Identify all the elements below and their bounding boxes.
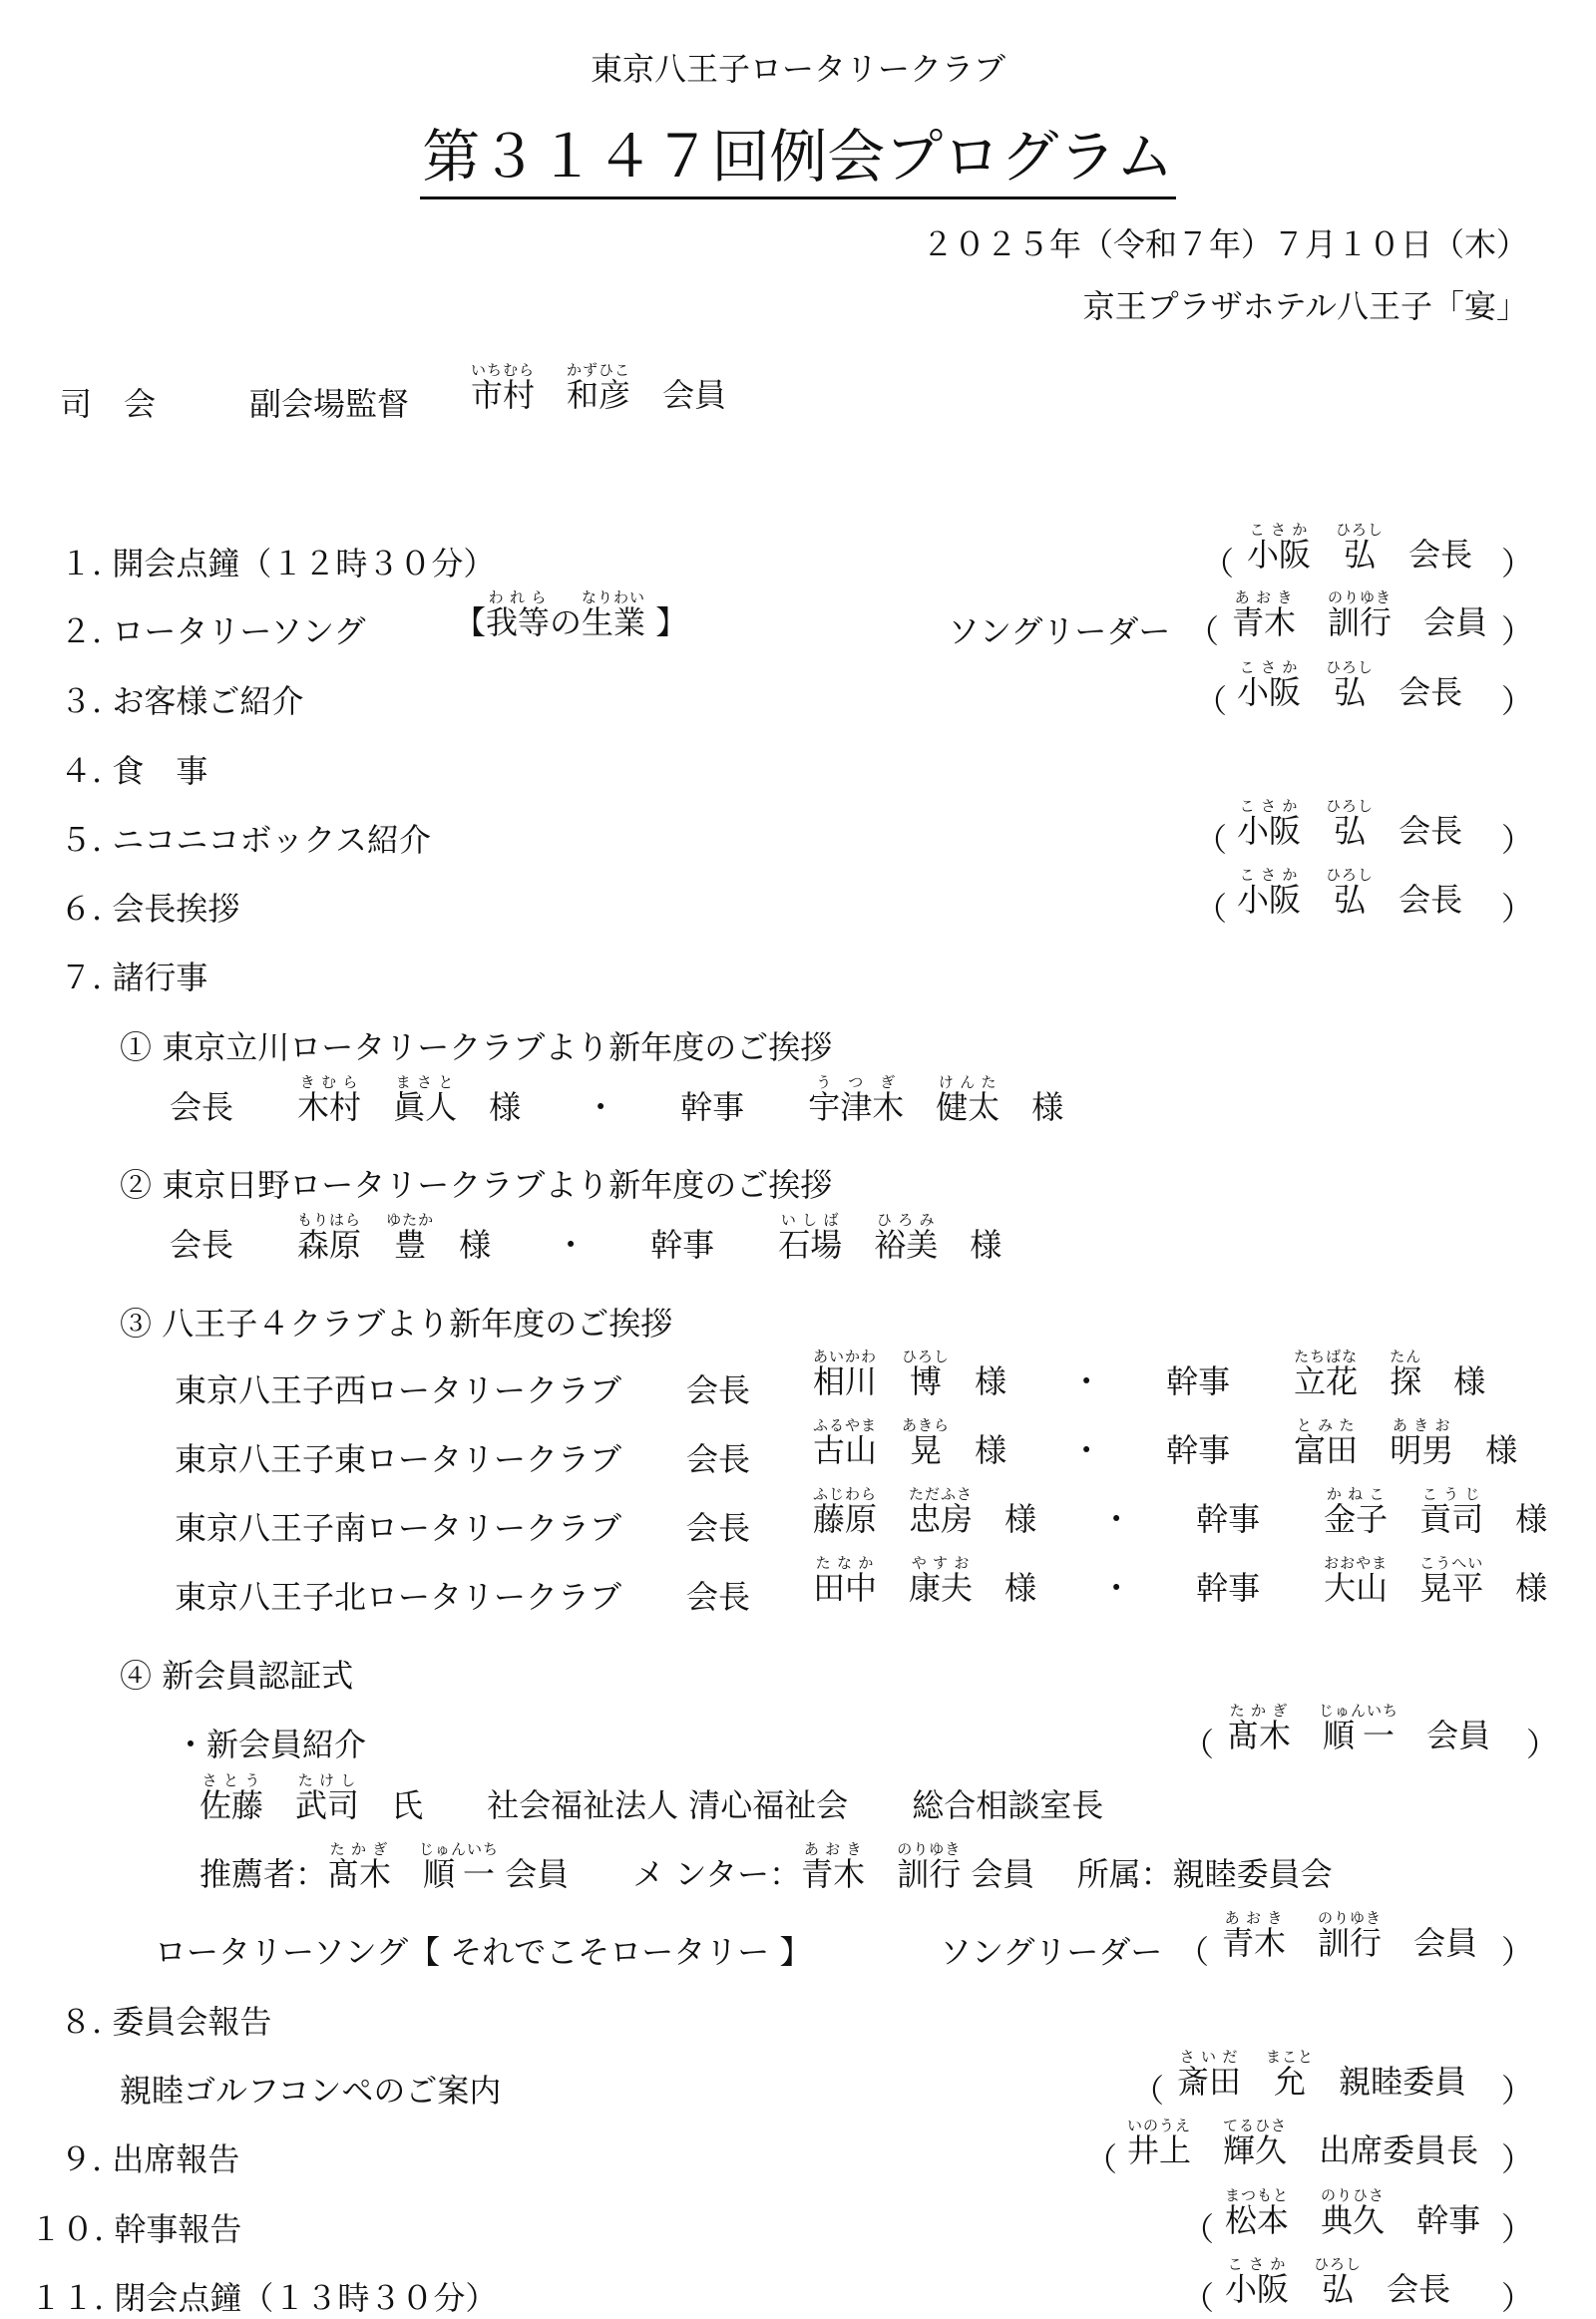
paren-close: ） — [1501, 821, 1534, 859]
paren-open: （ — [1195, 682, 1228, 720]
event-1: ① 東京立川ロータリークラブより新年度のご挨拶 — [120, 1028, 833, 1066]
page-title: 第３１４７回例会プログラム — [0, 110, 1596, 193]
mc-role: 副会場監督 — [249, 385, 410, 423]
mc-label: 司 会 — [60, 385, 157, 423]
paren-open: （ — [1182, 2210, 1215, 2248]
paren-close: ） — [1501, 1933, 1534, 1971]
paren-open: （ — [1177, 1933, 1210, 1971]
club-row-name: 東京八王子西ロータリークラブ — [175, 1371, 622, 1409]
item-1: １. 開会点鐘（１２時３０分） — [60, 545, 496, 582]
paren-open: （ — [1202, 545, 1235, 582]
paren-close: ） — [1501, 2279, 1534, 2317]
meeting-venue: 京王プラザホテル八王子「宴」 — [1082, 287, 1528, 325]
item-9: ９. 出席報告 — [60, 2140, 240, 2178]
club-row-name: 東京八王子南ロータリークラブ — [175, 1509, 622, 1547]
item-2-song: 【我等われらの生業なりわい 】 — [454, 588, 688, 641]
committee-presenter: 斎田さいだ 允まこと 親睦委員 — [1177, 2048, 1467, 2101]
paren-open: （ — [1182, 1726, 1215, 1763]
paren-open: （ — [1195, 890, 1228, 928]
meeting-date: ２０２５年（令和７年）７月１０日（木） — [921, 225, 1528, 263]
club-row-president: 田中たなか 康夫やすお 様 ・ 幹事 大山おおやま 晃平こうへい 様 — [813, 1554, 1548, 1607]
item-1-presenter: 小阪こさか 弘ひろし 会長 — [1247, 521, 1473, 574]
paren-close: ） — [1501, 545, 1534, 582]
paren-open: （ — [1132, 2072, 1165, 2110]
club-row-label: 会長 — [686, 1371, 751, 1409]
club-row-name: 東京八王子北ロータリークラブ — [175, 1578, 622, 1616]
item-10-presenter: 松本まつもと 典久のりひさ 幹事 — [1225, 2186, 1481, 2239]
club-row-label: 会長 — [686, 1509, 751, 1547]
club-row-president: 相川あいかわ 博ひろし 様 ・ 幹事 立花たちばな 探たん 様 — [813, 1348, 1486, 1400]
song-2-leader-label: ソングリーダー — [940, 1933, 1163, 1971]
committee-report: 親睦ゴルフコンペのご案内 — [120, 2072, 502, 2110]
club-row-label: 会長 — [686, 1440, 751, 1478]
item-11-presenter: 小阪こさか 弘ひろし 会長 — [1225, 2255, 1451, 2308]
paren-close: ） — [1501, 2210, 1534, 2248]
item-9-presenter: 井上いのうえ 輝久てるひさ 出席委員長 — [1127, 2117, 1479, 2169]
club-name: 東京八王子ロータリークラブ — [590, 50, 1005, 88]
paren-open: （ — [1195, 821, 1228, 859]
paren-open: （ — [1187, 612, 1220, 650]
item-7: ７. 諸行事 — [60, 959, 208, 996]
item-5-presenter: 小阪こさか 弘ひろし 会長 — [1237, 797, 1463, 850]
club-row-president: 古山ふるやま 晃あきら 様 ・ 幹事 富田とみた 明男あきお 様 — [813, 1416, 1518, 1469]
paren-close: ） — [1501, 682, 1534, 720]
mc-name: 市村いちむら 和彦かずひこ 会員 — [471, 361, 727, 414]
club-row-president: 藤原ふじわら 忠房ただふさ 様 ・ 幹事 金子かねこ 貢司こうじ 様 — [813, 1485, 1548, 1538]
song-2-presenter: 青木あおき 訓行のりゆき 会員 — [1222, 1909, 1478, 1962]
song-2-line: ロータリーソング【 それでこそロータリー 】 — [155, 1933, 812, 1971]
item-3: ３. お客様ご紹介 — [60, 682, 304, 720]
item-5: ５. ニコニコボックス紹介 — [60, 821, 432, 859]
item-2-leader-label: ソングリーダー — [948, 612, 1171, 650]
sponsor-line: 推薦者：髙木たかぎ 順一じゅんいち 会員 メ ンター：青木あおき 訓行のりゆき 会員 所属：親睦委員会 — [200, 1840, 1333, 1893]
item-6: ６. 会長挨拶 — [60, 890, 240, 928]
item-4: ４. 食 事 — [60, 752, 208, 790]
item-11: １１. 閉会点鐘（１３時３０分） — [30, 2279, 498, 2317]
paren-close: ） — [1501, 2072, 1534, 2110]
item-8: ８. 委員会報告 — [60, 2003, 272, 2041]
item-2: ２. ロータリーソング — [60, 612, 366, 650]
event-2-people: 会長 森原もりはら 豊ゆたか 様 ・ 幹事 石場いしば 裕美ひろみ 様 — [170, 1211, 1002, 1264]
new-member-info: 佐藤さとう 武司たけし 氏 社会福祉法人 清心福祉会 総合相談室長 — [200, 1771, 1104, 1824]
event-4: ④ 新会員認証式 — [120, 1657, 354, 1695]
event-3: ③ 八王子４クラブより新年度のご挨拶 — [120, 1305, 673, 1343]
item-3-presenter: 小阪こさか 弘ひろし 会長 — [1237, 658, 1463, 711]
paren-close: ） — [1501, 2140, 1534, 2178]
event-2: ② 東京日野ロータリークラブより新年度のご挨拶 — [120, 1166, 833, 1204]
paren-close: ） — [1526, 1726, 1559, 1763]
paren-close: ） — [1501, 612, 1534, 650]
event-1-people: 会長 木村きむら 眞人まさと 様 ・ 幹事 宇津木うつぎ 健太けんた 様 — [170, 1073, 1064, 1126]
club-row-label: 会長 — [686, 1578, 751, 1616]
new-member-presenter: 髙木たかぎ 順一じゅんいち 会員 — [1227, 1702, 1491, 1754]
paren-close: ） — [1501, 890, 1534, 928]
paren-open: （ — [1182, 2279, 1215, 2317]
new-member-intro: ・新会員紹介 — [175, 1726, 367, 1763]
item-10: １０. 幹事報告 — [30, 2210, 242, 2248]
paren-open: （ — [1085, 2140, 1118, 2178]
item-2-presenter: 青木あおき 訓行のりゆき 会員 — [1232, 588, 1488, 641]
item-6-presenter: 小阪こさか 弘ひろし 会長 — [1237, 866, 1463, 919]
club-row-name: 東京八王子東ロータリークラブ — [175, 1440, 622, 1478]
